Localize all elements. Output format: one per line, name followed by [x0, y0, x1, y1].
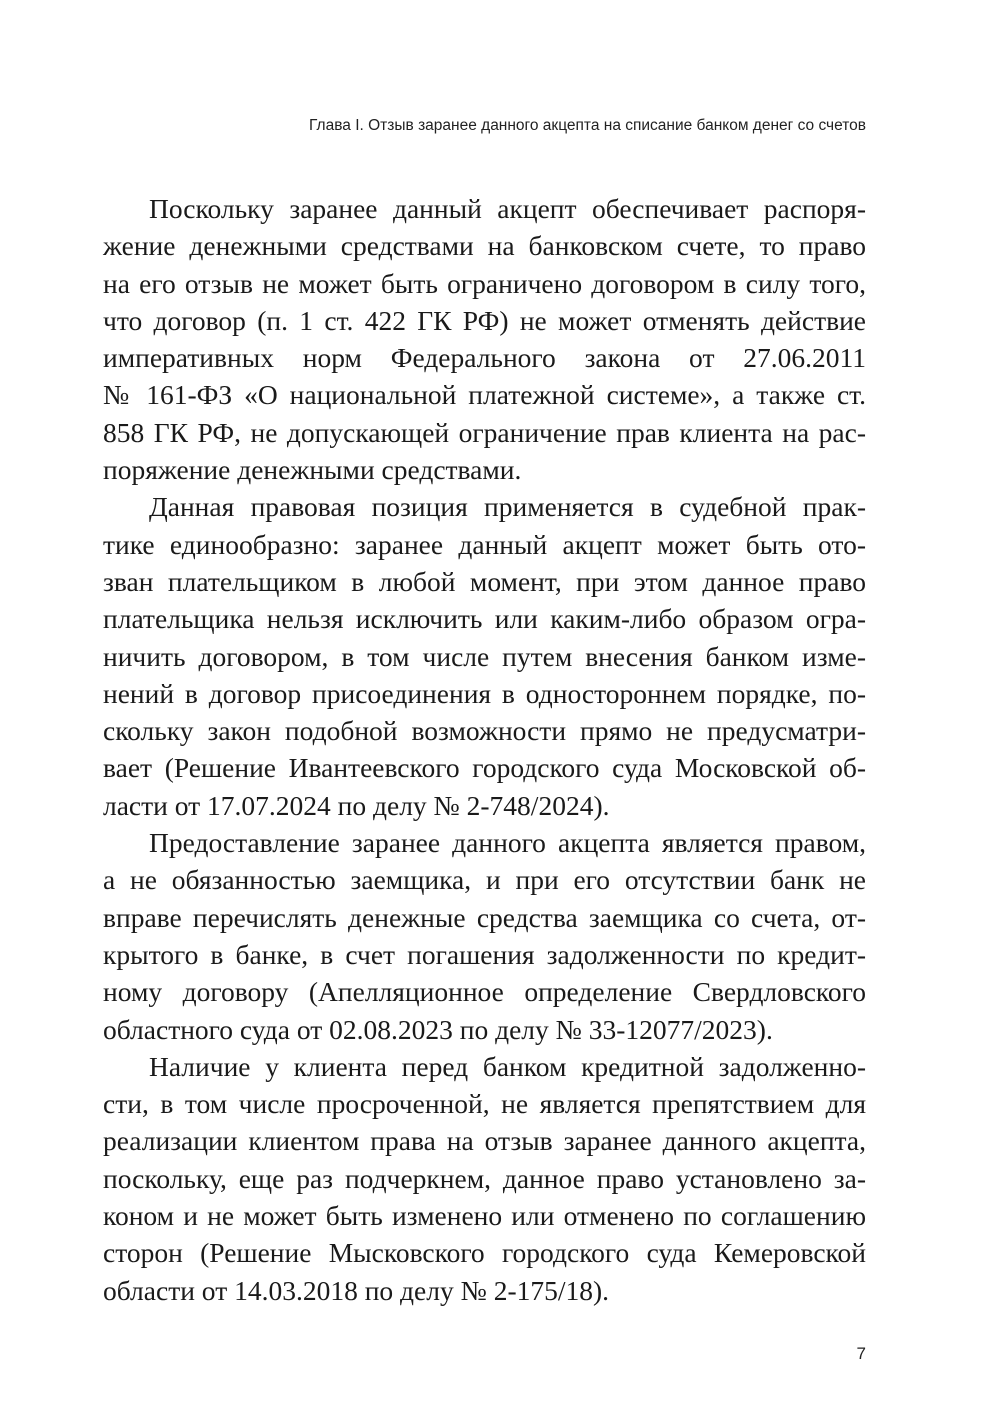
text-line: Наличие у клиента перед банком кредитной задолженно- — [149, 1050, 866, 1082]
text-line: реализации клиентом права на отзыв заранее данного акцепта, — [103, 1125, 866, 1157]
text-line: тике единообразно: заранее данный акцепт может быть ото- — [103, 528, 866, 560]
text-line: Данная правовая позиция применяется в судебной прак- — [149, 491, 866, 523]
text-line: императивных норм Федерального закона от 27.06.2011 — [103, 342, 866, 374]
text-line: зван плательщиком в любой момент, при этом данное право — [103, 565, 866, 597]
paragraph-2 — [103, 488, 866, 824]
text-line: нений в договор присоединения в одностороннем порядке, по- — [103, 677, 866, 709]
text-line: Поскольку заранее данный акцепт обеспечивает распоря- — [149, 193, 866, 224]
text-line: поскольку, еще раз подчеркнем, данное право установлено за- — [103, 1162, 866, 1194]
paragraph-4 — [103, 1048, 866, 1309]
text-line: а не обязанностью заемщика, и при его отсутствии банк не — [103, 864, 866, 896]
text-line: области от 14.03.2018 по делу № 2-175/18). — [103, 1274, 610, 1306]
text-line: коном и не может быть изменено или отменено по соглашению — [103, 1200, 866, 1232]
text-line: № 161-ФЗ «О национальной платежной системе», а также ст. — [103, 379, 866, 411]
text-line: ничить договором, в том числе путем внесения банком изме- — [103, 640, 866, 672]
text-line: вает (Решение Ивантеевского городского суда Московской об- — [103, 752, 866, 784]
text-line: поряжение денежными средствами. — [103, 454, 522, 486]
text-line: скольку закон подобной возможности прямо не предусматри- — [103, 715, 866, 747]
text-line: областного суда от 02.08.2023 по делу № 33-12077/2023). — [103, 1013, 773, 1045]
page-number: 7 — [856, 1344, 866, 1363]
text-line: что договор (п. 1 ст. 422 ГК РФ) не может отменять действие — [103, 304, 866, 336]
text-line: Предоставление заранее данного акцепта является правом, — [149, 827, 866, 859]
body-text — [103, 190, 866, 1309]
text-line: ному договору (Апелляционное определение Свердловского — [103, 976, 866, 1008]
text-line: плательщика нельзя исключить или каким-либо образом огра- — [103, 603, 866, 635]
text-line: ласти от 17.07.2024 по делу № 2-748/2024). — [103, 789, 610, 821]
text-line: жение денежными средствами на банковском счете, то право — [103, 230, 866, 262]
paragraph-1 — [103, 190, 866, 488]
text-line: крытого в банке, в счет погашения задолженности по кредит- — [103, 938, 866, 970]
text-line: на его отзыв не может быть ограничено договором в силу того, — [103, 267, 866, 299]
text-line: сти, в том числе просроченной, не является препятствием для — [103, 1088, 866, 1120]
text-line: 858 ГК РФ, не допускающей ограничение прав клиента на рас- — [103, 416, 866, 448]
paragraph-3 — [103, 824, 866, 1048]
text-line: вправе перечислять денежные средства заемщика со счета, от- — [103, 901, 866, 933]
running-head: Глава I. Отзыв заранее данного акцепта на списание банком денег со счетов — [309, 117, 866, 134]
text-line: сторон (Решение Мысковского городского суда Кемеровской — [103, 1237, 866, 1269]
